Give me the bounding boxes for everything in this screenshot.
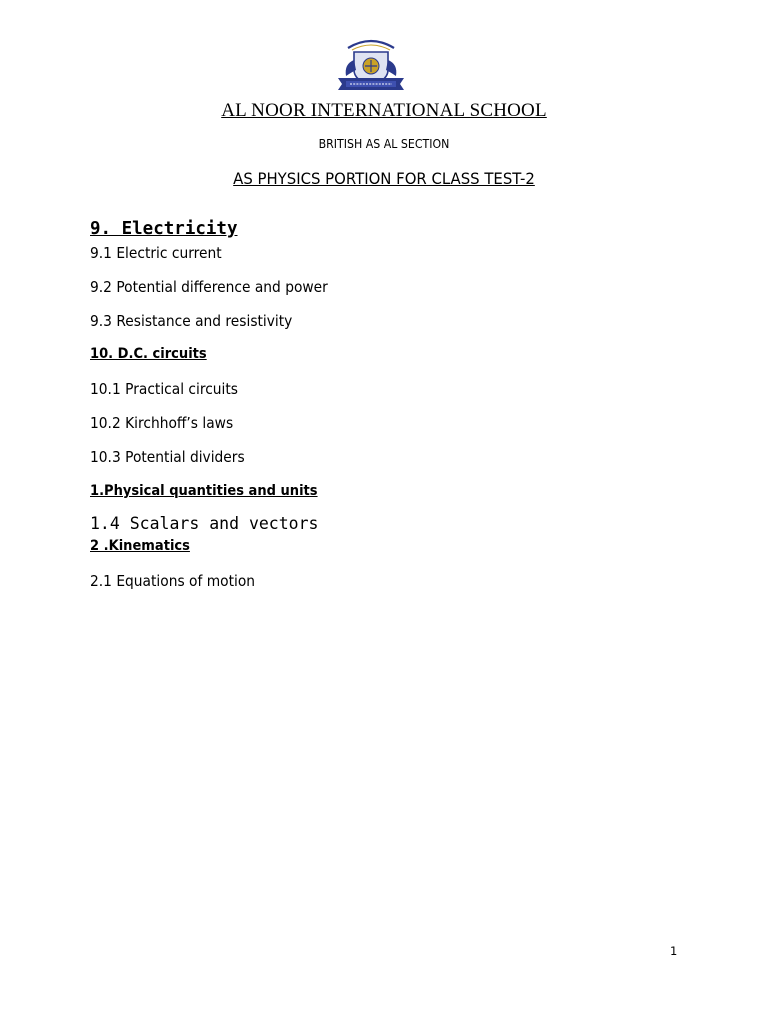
topic-9-3: 9.3 Resistance and resistivity bbox=[90, 312, 293, 330]
topic-9-1: 9.1 Electric current bbox=[90, 244, 222, 262]
heading-dc-circuits: 10. D.C. circuits bbox=[90, 346, 207, 362]
school-name: AL NOOR INTERNATIONAL SCHOOL bbox=[221, 100, 547, 121]
school-crest-icon bbox=[334, 36, 408, 92]
topic-10-1: 10.1 Practical circuits bbox=[90, 380, 238, 398]
topic-2-1: 2.1 Equations of motion bbox=[90, 572, 256, 590]
heading-physical-quantities: 1.Physical quantities and units bbox=[90, 483, 318, 499]
heading-electricity: 9. Electricity bbox=[90, 219, 238, 239]
topic-9-2: 9.2 Potential difference and power bbox=[90, 278, 328, 296]
heading-kinematics: 2 .Kinematics bbox=[90, 538, 190, 554]
portion-title: AS PHYSICS PORTION FOR CLASS TEST-2 bbox=[233, 169, 535, 188]
topic-10-3: 10.3 Potential dividers bbox=[90, 448, 245, 466]
section-title: BRITISH AS AL SECTION bbox=[318, 136, 450, 151]
topic-1-4: 1.4 Scalars and vectors bbox=[90, 514, 319, 533]
page-number: 1 bbox=[670, 944, 678, 958]
topic-10-2: 10.2 Kirchhoff’s laws bbox=[90, 414, 234, 432]
